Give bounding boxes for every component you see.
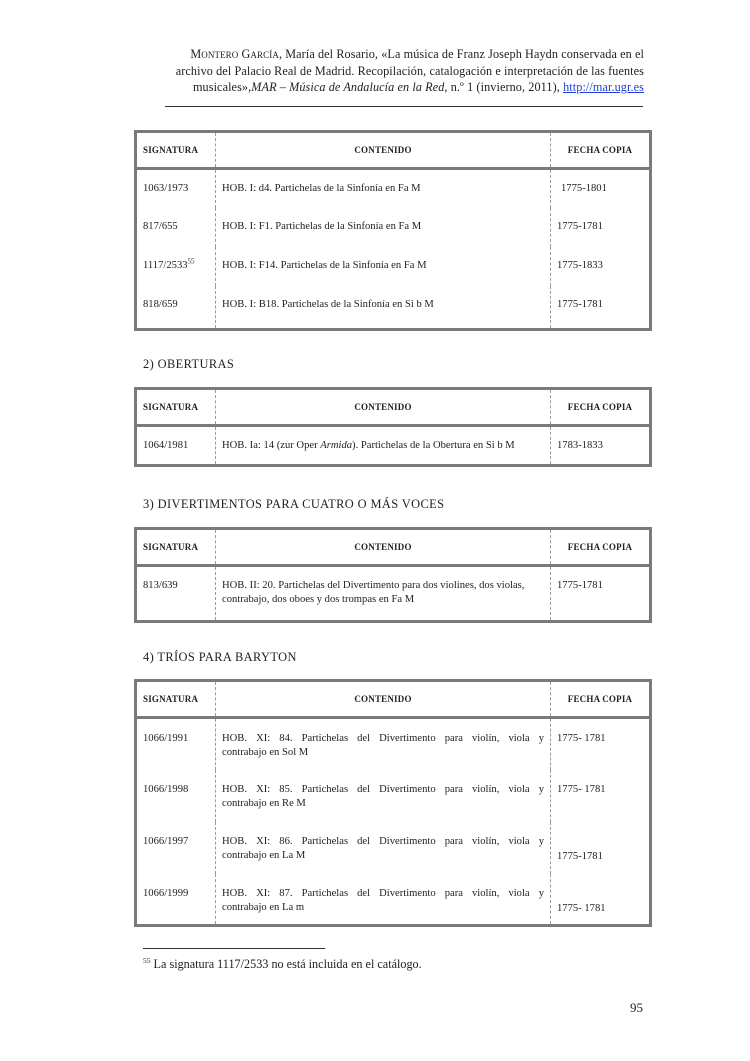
section-heading-divertimentos: 3) DIVERTIMENTOS PARA CUATRO O MÁS VOCES bbox=[143, 497, 445, 511]
table-row bbox=[136, 208, 651, 247]
fecha-cell: 1775-1781 bbox=[551, 208, 651, 247]
col-header-signatura: SIGNATURA bbox=[136, 681, 216, 718]
footnote-divider bbox=[143, 948, 325, 949]
fecha-cell: 1775- 1781 bbox=[551, 770, 651, 822]
col-header-contenido: CONTENIDO bbox=[216, 681, 551, 718]
contenido-line: contrabajo en Re M bbox=[222, 797, 306, 809]
signatura-cell: 1063/1973 bbox=[136, 169, 216, 208]
citation-line3a: musicales», bbox=[192, 80, 252, 94]
contenido-text: HOB. Ia: 14 (zur Oper bbox=[222, 440, 321, 451]
contenido-cell: HOB. I: d4. Partichelas de la Sinfonía en Fa M bbox=[216, 169, 551, 208]
table-row bbox=[136, 169, 651, 208]
contenido-cell bbox=[216, 874, 551, 926]
contenido-line: contrabajo en La m bbox=[222, 901, 305, 913]
citation-line2: archivo del Palacio Real de Madrid. Recopilación, catalogación e interpretación de las fuentes bbox=[175, 63, 644, 78]
fecha-cell: 1775- 1781 bbox=[551, 874, 651, 926]
table-divertimentos bbox=[134, 527, 652, 623]
col-header-fecha: FECHA COPIA bbox=[551, 132, 651, 169]
fecha-cell: 1775-1833 bbox=[551, 247, 651, 286]
journal-link[interactable]: http://mar.ugr.es bbox=[563, 80, 644, 94]
col-header-fecha: FECHA COPIA bbox=[551, 681, 651, 718]
fecha-cell: 1775-1781 bbox=[551, 566, 651, 622]
signatura-cell: 813/639 bbox=[136, 566, 216, 622]
fecha-cell: 1775-1781 bbox=[551, 286, 651, 330]
signatura-cell: 818/659 bbox=[136, 286, 216, 330]
signatura-cell: 1066/1997 bbox=[136, 822, 216, 874]
col-header-contenido: CONTENIDO bbox=[216, 529, 551, 566]
section-heading-trios: 4) TRÍOS PARA BARYTON bbox=[143, 650, 297, 664]
table-trios bbox=[134, 679, 652, 927]
fecha-cell: 1775-1781 bbox=[551, 822, 651, 874]
running-header bbox=[150, 46, 644, 96]
footnote bbox=[143, 957, 422, 972]
author-name: Montero García bbox=[190, 47, 279, 61]
table-row bbox=[136, 822, 651, 874]
table-row bbox=[136, 770, 651, 822]
contenido-line: contrabajo en La M bbox=[222, 849, 306, 861]
signatura-cell: 817/655 bbox=[136, 208, 216, 247]
col-header-fecha: FECHA COPIA bbox=[551, 529, 651, 566]
fecha-cell: 1783-1833 bbox=[551, 426, 651, 466]
section-heading-oberturas: 2) OBERTURAS bbox=[143, 357, 235, 371]
contenido-line: HOB. XI: 85. Partichelas del Divertimento para violín, viola y bbox=[222, 783, 544, 795]
signatura-cell: 1066/1999 bbox=[136, 874, 216, 926]
fecha-cell: 1775- 1781 bbox=[551, 718, 651, 770]
signatura-cell: 1066/1991 bbox=[136, 718, 216, 770]
col-header-signatura: SIGNATURA bbox=[136, 529, 216, 566]
table-row bbox=[136, 566, 651, 622]
footnote-number: 55 bbox=[143, 955, 151, 965]
signatura-text: 1117/2533 bbox=[143, 259, 188, 271]
contenido-line: contrabajo en Sol M bbox=[222, 747, 309, 758]
col-header-contenido: CONTENIDO bbox=[216, 389, 551, 426]
col-header-contenido: CONTENIDO bbox=[216, 132, 551, 169]
header-divider bbox=[165, 106, 643, 107]
contenido-cell bbox=[216, 822, 551, 874]
journal-title: MAR – Música de Andalucía en la Red bbox=[251, 80, 445, 94]
table-row bbox=[136, 247, 651, 286]
contenido-cell bbox=[216, 770, 551, 822]
contenido-cell bbox=[216, 718, 551, 770]
signatura-cell: 1064/1981 bbox=[136, 426, 216, 466]
contenido-cell bbox=[216, 426, 551, 466]
col-header-signatura: SIGNATURA bbox=[136, 389, 216, 426]
opera-title: Armida bbox=[320, 440, 353, 451]
contenido-cell bbox=[216, 566, 551, 622]
table-row bbox=[136, 874, 651, 926]
footnote-ref: 55 bbox=[187, 256, 195, 265]
table-sinfonias bbox=[134, 130, 652, 331]
table-oberturas bbox=[134, 387, 652, 467]
contenido-line: HOB. XI: 84. Partichelas del Divertimento para violín, viola y bbox=[222, 733, 544, 744]
table-row bbox=[136, 286, 651, 330]
citation-line3b: , n.º 1 (invierno, 2011), bbox=[444, 80, 564, 94]
contenido-cell: HOB. I: F14. Partichelas de la Sinfonía en Fa M bbox=[216, 247, 551, 286]
contenido-line: contrabajo, dos oboes y dos trompas en Fa M bbox=[222, 594, 415, 605]
contenido-line: HOB. XI: 87. Partichelas del Divertimento para violín, viola y bbox=[222, 887, 544, 899]
citation-line1: , María del Rosario, «La música de Franz Joseph Haydn conservada en el bbox=[278, 47, 644, 61]
signatura-cell bbox=[136, 247, 216, 286]
fecha-cell: 1775-1801 bbox=[551, 169, 651, 208]
contenido-text: ). Partichelas de la Obertura en Si b M bbox=[352, 440, 515, 451]
contenido-line: HOB. II: 20. Partichelas del Divertimento para dos violines, dos violas, bbox=[222, 580, 525, 591]
signatura-cell: 1066/1998 bbox=[136, 770, 216, 822]
contenido-line: HOB. XI: 86. Partichelas del Divertimento para violín, viola y bbox=[222, 835, 544, 847]
table-row bbox=[136, 426, 651, 466]
col-header-fecha: FECHA COPIA bbox=[551, 389, 651, 426]
page-number: 95 bbox=[630, 1000, 643, 1015]
col-header-signatura: SIGNATURA bbox=[136, 132, 216, 169]
footnote-text: La signatura 1117/2533 no está incluida en el catálogo. bbox=[150, 957, 422, 971]
contenido-cell: HOB. I: F1. Partichelas de la Sinfonía en Fa M bbox=[216, 208, 551, 247]
table-row bbox=[136, 718, 651, 770]
contenido-cell: HOB. I: B18. Partichelas de la Sinfonía en Si b M bbox=[216, 286, 551, 330]
